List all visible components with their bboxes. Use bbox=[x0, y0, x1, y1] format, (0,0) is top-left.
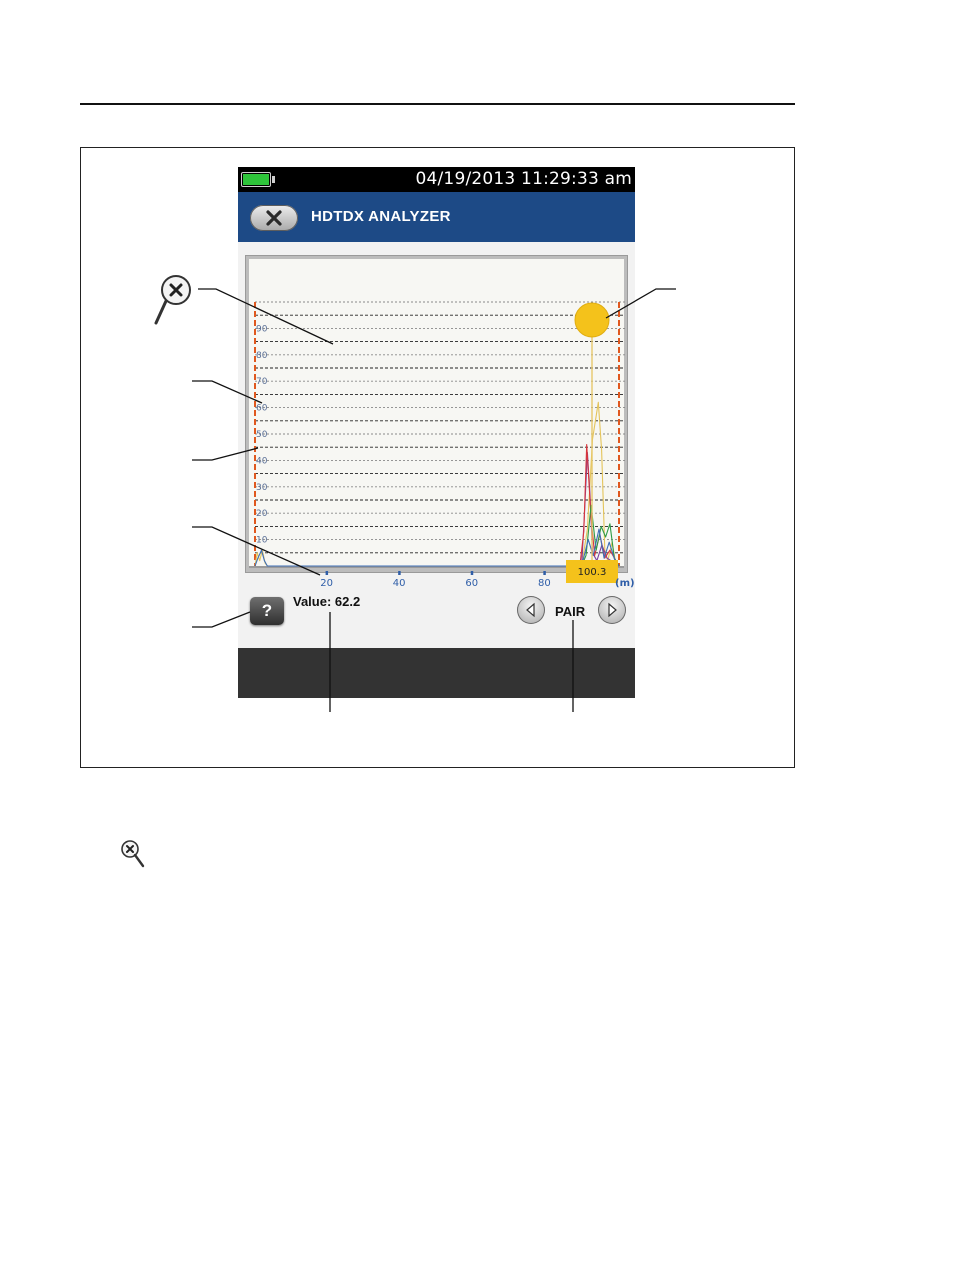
x-tick-label: 60 bbox=[465, 578, 479, 589]
callout-line-axis bbox=[192, 527, 320, 575]
x-tick bbox=[398, 571, 401, 575]
y-tick-label: 70 bbox=[256, 377, 268, 388]
value-readout: Value: 62.2 bbox=[293, 594, 361, 609]
x-axis bbox=[238, 571, 635, 593]
y-tick-label: 40 bbox=[256, 456, 268, 467]
x-tick bbox=[326, 571, 329, 575]
y-tick-label: 80 bbox=[256, 350, 268, 361]
callout-line-help bbox=[192, 612, 250, 627]
x-axis-unit: (m) bbox=[615, 578, 635, 589]
question-icon: ? bbox=[261, 601, 273, 620]
y-tick-label: 20 bbox=[256, 509, 268, 520]
y-tick-label: 50 bbox=[256, 430, 268, 440]
x-tick-label: 20 bbox=[320, 578, 333, 589]
x-tick-label: 80 bbox=[537, 578, 551, 589]
zoom-reset-icon bbox=[118, 838, 148, 870]
callout-line-cursor bbox=[606, 289, 676, 318]
cursor-position-label: 100.3 bbox=[577, 567, 607, 578]
x-tick bbox=[471, 571, 474, 575]
callout-line-scale bbox=[192, 448, 258, 460]
datetime: 04/19/2013 11:29:33 am bbox=[415, 169, 632, 189]
y-tick-label: 90 bbox=[256, 324, 268, 335]
callout-line-gridlines bbox=[192, 381, 262, 403]
x-tick bbox=[543, 571, 546, 575]
page-title: HDTDX ANALYZER bbox=[311, 208, 451, 225]
y-tick-label: 10 bbox=[256, 535, 268, 546]
y-tick-label: 60 bbox=[256, 403, 268, 414]
callout-line-zoom bbox=[198, 289, 333, 344]
y-tick-label: 30 bbox=[256, 482, 268, 493]
pair-label: PAIR bbox=[555, 604, 586, 619]
x-tick-label: 40 bbox=[392, 578, 406, 589]
zoom-reset-icon bbox=[156, 276, 190, 323]
